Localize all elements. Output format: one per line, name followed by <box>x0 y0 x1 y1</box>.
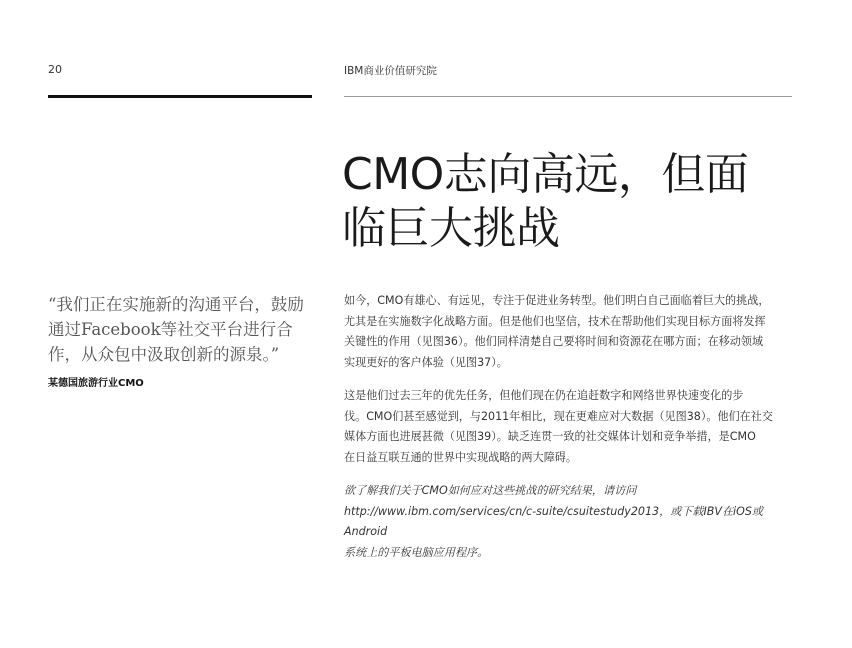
paragraph-1-line-4: 实现更好的客户体验（见图37）。 <box>344 355 508 369</box>
paragraph-1 <box>344 291 796 373</box>
title-line-2: 临巨大挑战 <box>342 203 560 254</box>
quote-line-3: 作，从众包中汲取创新的源泉。” <box>48 345 280 364</box>
quote-line-1: “我们正在实施新的沟通平台，鼓励 <box>48 295 304 314</box>
body-text <box>344 291 796 576</box>
paragraph-2-line-4: 在日益互联互通的世界中实现战略的两大障碍。 <box>344 450 577 464</box>
paragraph-1-line-2: 尤其是在实施数字化战略方面。但是他们也坚信，技术在帮助他们实现目标方面将发挥 <box>344 314 766 328</box>
paragraph-3-line-3: 系统上的平板电脑应用程序。 <box>344 545 489 559</box>
left-header-rule <box>48 95 312 98</box>
quote-attribution: 某德国旅游行业CMO <box>48 378 144 389</box>
publisher-label: IBM商业价值研究院 <box>344 65 437 77</box>
paragraph-2-line-1: 这是他们过去三年的优先任务，但他们现在仍在追赶数字和网络世界快速变化的步 <box>344 389 744 402</box>
paragraph-3 <box>344 481 796 563</box>
page-title <box>342 148 792 256</box>
quote-line-2: 通过Facebook等社交平台进行合 <box>48 320 293 339</box>
paragraph-2-line-2: 伐。CMO们甚至感觉到，与2011年相比，现在更难应对大数据（见图38）。他们在社交 <box>344 409 773 423</box>
paragraph-1-line-3: 关键性的作用（见图36）。他们同样清楚自己要将时间和资源花在哪方面；在移动领域 <box>344 335 764 348</box>
pull-quote <box>48 292 314 367</box>
study-link[interactable]: http://www.ibm.com/services/cn/c-suite/csuitestudy2013，或下载IBV在iOS或Android <box>344 504 764 538</box>
paragraph-2-line-3: 媒体方面也进展甚微（见图39）。缺乏连贯一致的社交媒体计划和竞争举措，是CMO <box>344 430 756 443</box>
page-number: 20 <box>48 63 62 76</box>
right-header-rule <box>344 96 792 97</box>
paragraph-3-line-1: 欲了解我们关于CMO如何应对这些挑战的研究结果，请访问 <box>344 484 637 497</box>
paragraph-2 <box>344 386 796 468</box>
paragraph-1-line-1: 如今，CMO有雄心、有远见，专注于促进业务转型。他们明白自己面临着巨大的挑战， <box>344 294 770 307</box>
title-line-1: CMO志向高远，但面 <box>342 149 749 200</box>
